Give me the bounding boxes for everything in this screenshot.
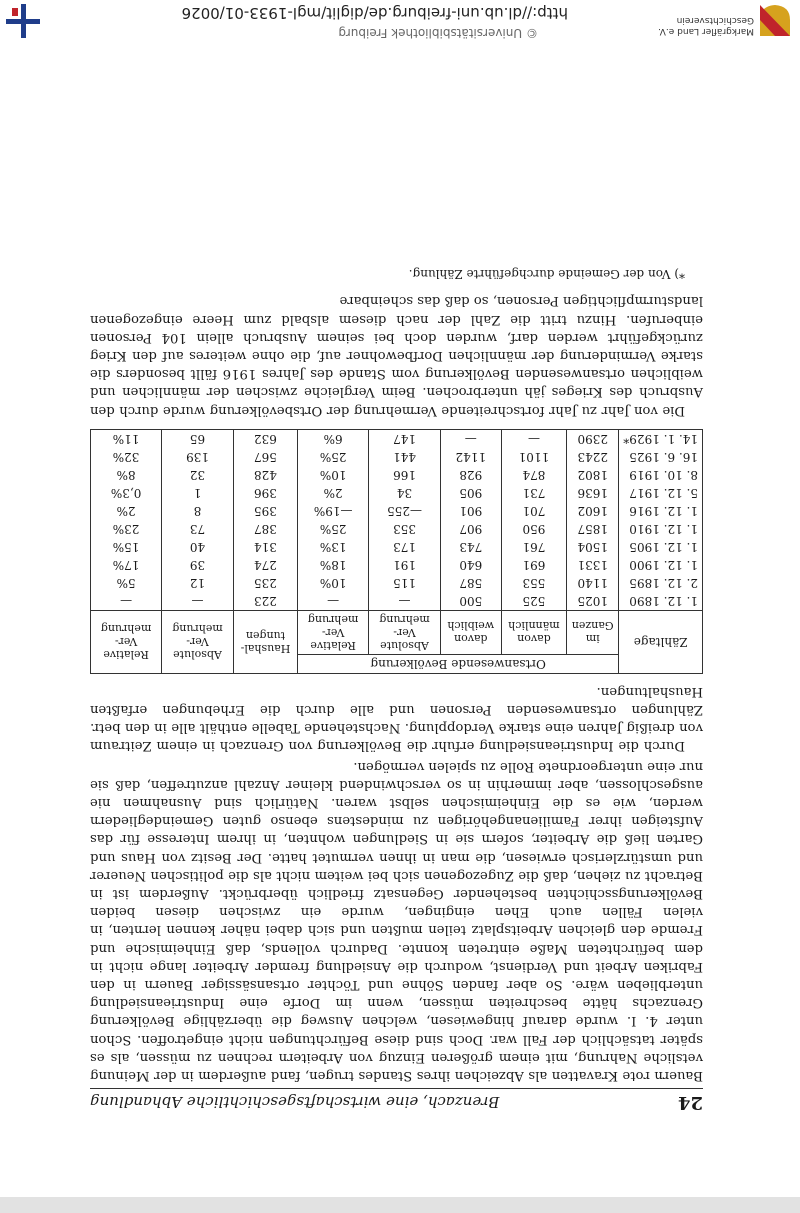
table-cell: 32% (91, 448, 162, 466)
table-cell: 8% (91, 466, 162, 484)
table-cell: 553 (501, 574, 566, 592)
table-cell: 500 (440, 592, 501, 611)
table-cell: 428 (233, 466, 297, 484)
table-row (91, 574, 703, 592)
table-row (91, 484, 703, 502)
table-cell: 1. 12. 1890 (619, 592, 703, 611)
table-header-5: Relative Ver-mehrung (298, 610, 369, 654)
table-cell: 139 (162, 448, 234, 466)
table-header-2: davon männlich (501, 610, 566, 654)
table-cell: 901 (440, 502, 501, 520)
table-cell: 274 (233, 556, 297, 574)
table-row (91, 592, 703, 611)
table-header-3: davon weiblich (440, 610, 501, 654)
table-cell: 632 (233, 429, 297, 448)
table-row (91, 556, 703, 574)
table-cell: 567 (233, 448, 297, 466)
table-cell: 1602 (567, 502, 619, 520)
footnote: *) Von der Gemeinde durchgeführte Zählung. (408, 267, 685, 282)
table-cell: 8 (162, 502, 234, 520)
table-cell: — (162, 592, 234, 611)
table-cell: 2390 (567, 429, 619, 448)
table-cell: 314 (233, 538, 297, 556)
table-cell: 441 (369, 448, 441, 466)
page-number: 24 (677, 1092, 703, 1113)
paragraph-1: Bauern rote Kravatten als Abzeichen ihres Standes trugen, fand außerdem in der Meinung vetsliche Nahrung, mit einem größeren Einzug von Arbeitern rechnen zu müssen, als es später tatsächlich der Fall war. Doch sind diese Befürchtungen nicht eingetroffen. Schon unter 4. I. wurde darauf hingewiesen, welchen Ausweg die überzählige Bevölkerung Grenzachs hätte beschreiten müssen, wenn im Dorfe eine Industrieansiedlung unterblieben wäre. So aber fanden Söhne und Töchter ortsansässiger Bauern in den Fabriken Arbeit und Verdienst, wodurch die Ansiedlung fremder Arbeiter lange nicht in dem befürchteten Maße eintreten konnte. Dadurch vollends, daß Einheimische und Fremde den gleichen Arbeitsplatz teilen mußten und sich dabei näher kennen lernten, in vielen Fällen auch Ehen eingingen, wurde ein zwischen diesen beiden Bevölkerungsschichten bestehender Gegensatz friedlich überbrückt. Außerdem ist in Betracht zu ziehen, daß die Zugezogenen sich bei weitem nicht als die politischen Neuerer und umstürzlerisch erwiesen, die man in ihnen vermutet hatte. Der Besitz von Haus und Garten ließ die Arbeiter, sofern sie in Siedlungen wohnten, in ihrem Interesse für das Aufsteigen ihrer Familienangehörigen zu mindestens ebenso guten Gemeindegliedern werden, wie es die Einheimischen selbst waren. Natürlich sind Ausnahmen nie ausgeschlossen, aber immerhin in so verschwindend kleiner Anzahl anzutreffen, daß sie nur eine untergeordnete Rolle zu spielen vermögen. (90, 758, 703, 1083)
table-cell: 73 (162, 520, 234, 538)
table-header-8: Relative Ver-mehrung (91, 610, 162, 673)
table-cell: 691 (501, 556, 566, 574)
table-cell: — (501, 429, 566, 448)
table-cell: 1142 (440, 448, 501, 466)
table-cell: 23% (91, 520, 162, 538)
table-cell: 10% (298, 466, 369, 484)
table-row (91, 429, 703, 448)
table-row (91, 466, 703, 484)
table-cell: 1802 (567, 466, 619, 484)
table-cell: 39 (162, 556, 234, 574)
table-row (91, 448, 703, 466)
ub-logo-icon (6, 4, 40, 38)
table-cell: 587 (440, 574, 501, 592)
table-cell: 32 (162, 466, 234, 484)
table-cell: 1 (162, 484, 234, 502)
credit-text: © Universitätsbibliothek Freiburg (338, 26, 538, 40)
table-cell: 1101 (501, 448, 566, 466)
table-cell: 396 (233, 484, 297, 502)
page-footer-strip (0, 1197, 800, 1213)
table-cell: — (298, 592, 369, 611)
table-cell: 2243 (567, 448, 619, 466)
table-cell: 18% (298, 556, 369, 574)
table-header-1: im Ganzen (567, 610, 619, 654)
table-header-4: Absolute Ver-mehrung (369, 610, 441, 654)
table-row (91, 520, 703, 538)
paragraph-2: Durch die Industrieansiedlung erfuhr die Bevölkerung von Grenzach in einem Zeitraum von dreißig Jahren eine starke Verdopplung. Nachstehende Tabelle enthält alle in den betr. Zählungen ortsanwesenden Personen und alle durch die Erhebungen erfaßten Haushaltungen. (90, 683, 703, 754)
table-group-header: Ortsanwesende Bevölkerung (298, 654, 619, 673)
table-header-7: Absolute Ver-mehrung (162, 610, 234, 673)
table-cell: 6% (298, 429, 369, 448)
table-cell: — (369, 592, 441, 611)
table-cell: —255 (369, 502, 441, 520)
table-cell: 5% (91, 574, 162, 592)
table-cell: 395 (233, 502, 297, 520)
table-cell: 743 (440, 538, 501, 556)
table-cell: 874 (501, 466, 566, 484)
table-cell: 16. 6. 1925 (619, 448, 703, 466)
table-cell: 2% (298, 484, 369, 502)
table-cell: 2% (91, 502, 162, 520)
paragraph-3: Die von Jahr zu Jahr fortschreitende Vermehrung der Ortsbevölkerung wurde durch den Ausbruch des Krieges jäh unterbrochen. Beim Vergleiche zwischen der männlichen und weiblichen ortsanwesenden Bevölkerung vom Stande des Jahres 1916 fällt besonders die starke Verminderung der männlichen Dorfbewohner auf, die ohne weiteres auf den Krieg zurückgeführt werden darf, wurden doch bei seinem Ausbruch allein 104 Personen einberufen. Hinzu tritt die Zahl der nach diesem alsbald zum Heere eingezogenen landsturmpflichtigen Personen, so daß das scheinbare (90, 293, 703, 418)
table-cell: 115 (369, 574, 441, 592)
table-cell: 191 (369, 556, 441, 574)
page-header (90, 1088, 703, 1113)
running-title: Brenzach, eine wirtschaftsgeschichtliche Abhandlung (90, 1093, 500, 1111)
table-cell: 10% (298, 574, 369, 592)
table-cell: 13% (298, 538, 369, 556)
page-body (90, 267, 703, 1113)
table-cell: 1. 12. 1910 (619, 520, 703, 538)
table-row (91, 538, 703, 556)
table-cell: 525 (501, 592, 566, 611)
table-cell: 223 (233, 592, 297, 611)
table-row (91, 502, 703, 520)
table-cell: 905 (440, 484, 501, 502)
table-cell: 147 (369, 429, 441, 448)
url-text[interactable]: http://dl.ub.uni-freiburg.de/diglit/mgl-1933-01/0026 (181, 4, 568, 22)
table-cell: 1. 12. 1916 (619, 502, 703, 520)
table-cell: 166 (369, 466, 441, 484)
table-cell: 907 (440, 520, 501, 538)
table-cell: 1636 (567, 484, 619, 502)
society-label: Markgräfler Land e.V. Geschichtsverein (658, 15, 754, 36)
table-cell: 25% (298, 520, 369, 538)
table-cell: 65 (162, 429, 234, 448)
table-cell: 1140 (567, 574, 619, 592)
table-cell: 173 (369, 538, 441, 556)
url-bar (0, 0, 800, 42)
table-cell: 1. 12. 1900 (619, 556, 703, 574)
table-cell: 0,3% (91, 484, 162, 502)
shield-icon (758, 4, 792, 38)
table-cell: 353 (369, 520, 441, 538)
table-cell: 14. 1. 1929* (619, 429, 703, 448)
table-cell: 1857 (567, 520, 619, 538)
table-cell: 25% (298, 448, 369, 466)
table-cell: 5. 12. 1917 (619, 484, 703, 502)
population-table (90, 429, 703, 674)
table-cell: 12 (162, 574, 234, 592)
table-cell: 1504 (567, 538, 619, 556)
table-cell: 640 (440, 556, 501, 574)
table-header-6: Haushal-tungen (233, 610, 297, 673)
table-cell: 15% (91, 538, 162, 556)
table-cell: 235 (233, 574, 297, 592)
table-cell: 17% (91, 556, 162, 574)
table-cell: 387 (233, 520, 297, 538)
table-cell: 761 (501, 538, 566, 556)
table-cell: 1025 (567, 592, 619, 611)
table-cell: 950 (501, 520, 566, 538)
table-cell: 2. 12. 1895 (619, 574, 703, 592)
table-cell: —19% (298, 502, 369, 520)
table-cell: 731 (501, 484, 566, 502)
table-cell: 8. 10. 1919 (619, 466, 703, 484)
table-cell: 11% (91, 429, 162, 448)
table-cell: 928 (440, 466, 501, 484)
table-cell: 40 (162, 538, 234, 556)
table-cell: 701 (501, 502, 566, 520)
table-cell: — (440, 429, 501, 448)
table-cell: 34 (369, 484, 441, 502)
table-header-date: Zähltage (619, 610, 703, 673)
table-cell: 1. 12. 1905 (619, 538, 703, 556)
table-cell: 1331 (567, 556, 619, 574)
table-cell: — (91, 592, 162, 611)
